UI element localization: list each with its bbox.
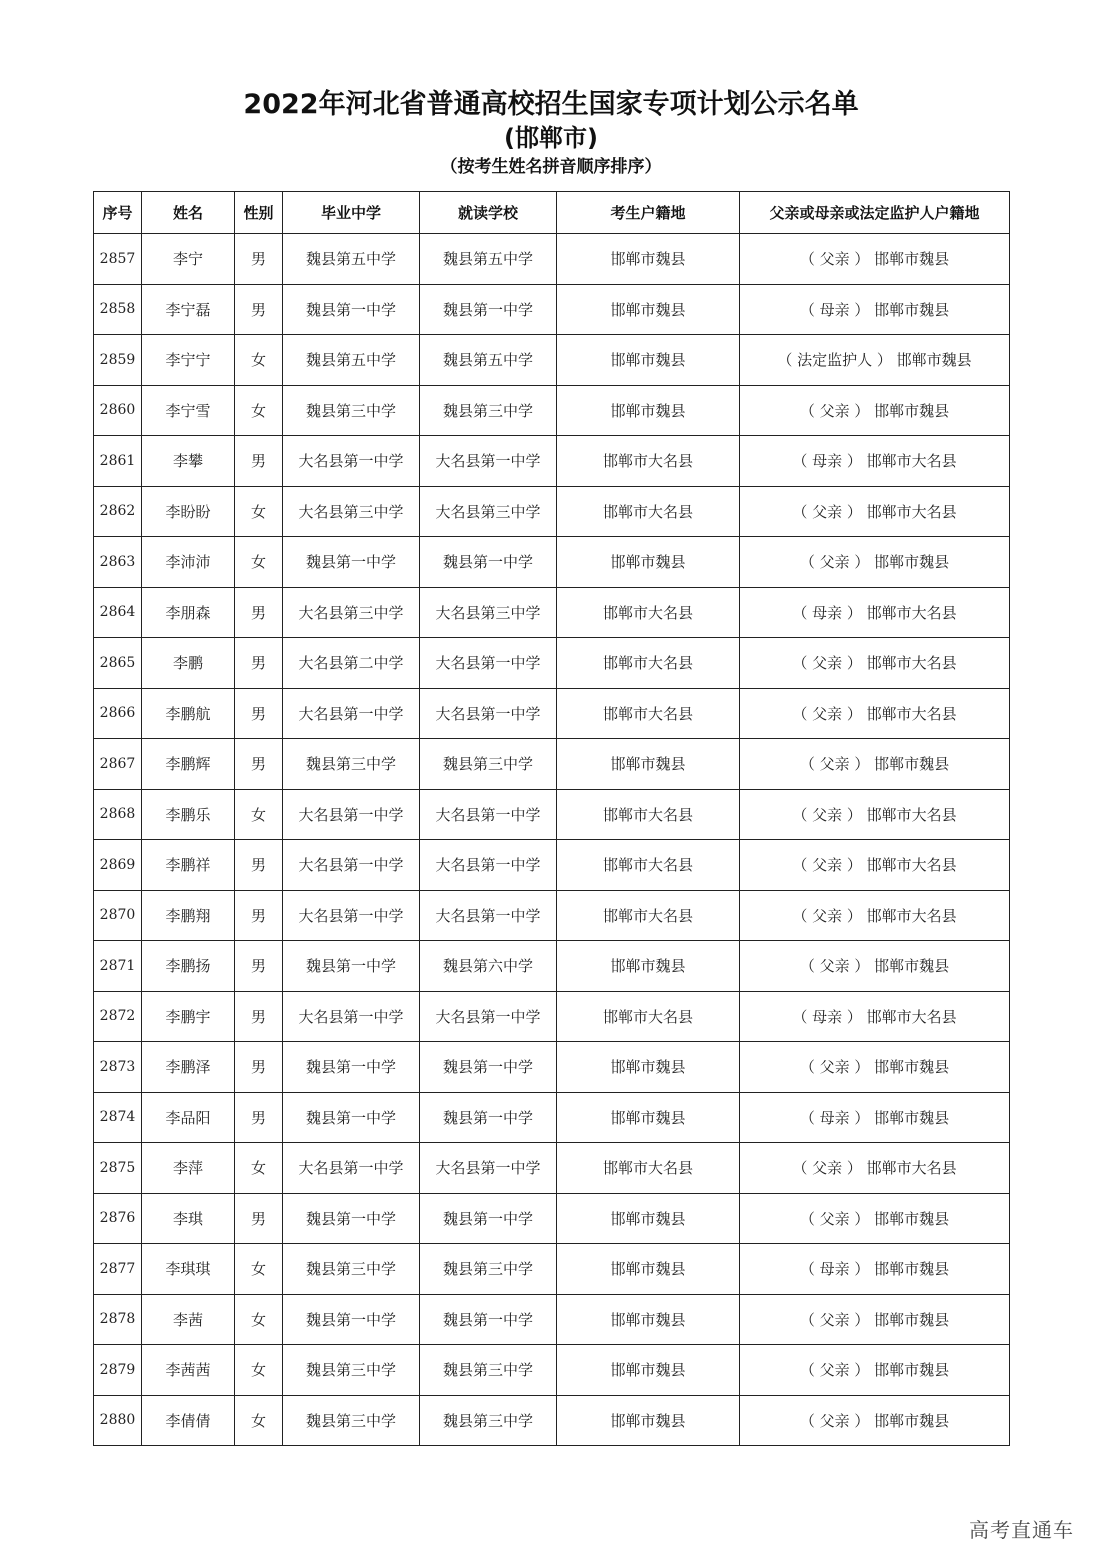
- table-row: [94, 335, 1010, 386]
- cell-serial: 2858: [94, 284, 142, 335]
- cell-name: 李鹏: [142, 638, 235, 689]
- cell-name: 李鹏翔: [142, 890, 235, 941]
- cell-current-school: 魏县第三中学: [420, 1345, 557, 1396]
- cell-gender: 男: [235, 941, 283, 992]
- cell-current-school: 魏县第一中学: [420, 537, 557, 588]
- cell-name: 李琪: [142, 1193, 235, 1244]
- table-row: [94, 385, 1010, 436]
- cell-guardian-residence: （ 父亲 ） 邯郸市魏县: [740, 941, 1010, 992]
- cell-graduation-school: 魏县第一中学: [283, 537, 420, 588]
- sort-note: （按考生姓名拼音顺序排序）: [440, 157, 662, 177]
- cell-gender: 男: [235, 1092, 283, 1143]
- cell-gender: 女: [235, 1395, 283, 1446]
- cell-gender: 女: [235, 385, 283, 436]
- cell-serial: 2872: [94, 991, 142, 1042]
- cell-name: 李鹏辉: [142, 739, 235, 790]
- table-row: [94, 890, 1010, 941]
- cell-name: 李沛沛: [142, 537, 235, 588]
- table-row: [94, 789, 1010, 840]
- cell-graduation-school: 魏县第五中学: [283, 335, 420, 386]
- cell-gender: 男: [235, 991, 283, 1042]
- cell-current-school: 魏县第三中学: [420, 739, 557, 790]
- cell-current-school: 大名县第三中学: [420, 587, 557, 638]
- cell-current-school: 魏县第三中学: [420, 1395, 557, 1446]
- table-row: [94, 991, 1010, 1042]
- cell-current-school: 大名县第一中学: [420, 1143, 557, 1194]
- document-title: 2022年河北省普通高校招生国家专项计划公示名单: [243, 89, 859, 120]
- cell-name: 李盼盼: [142, 486, 235, 537]
- cell-current-school: 大名县第一中学: [420, 840, 557, 891]
- cell-current-school: 魏县第一中学: [420, 1092, 557, 1143]
- table-row: [94, 587, 1010, 638]
- cell-gender: 男: [235, 840, 283, 891]
- cell-name: 李鹏祥: [142, 840, 235, 891]
- cell-serial: 2878: [94, 1294, 142, 1345]
- cell-graduation-school: 魏县第一中学: [283, 1193, 420, 1244]
- cell-graduation-school: 大名县第一中学: [283, 991, 420, 1042]
- cell-current-school: 大名县第一中学: [420, 890, 557, 941]
- table-row: [94, 486, 1010, 537]
- cell-student-residence: 邯郸市魏县: [557, 1345, 740, 1396]
- cell-name: 李宁宁: [142, 335, 235, 386]
- cell-gender: 男: [235, 1042, 283, 1093]
- cell-serial: 2870: [94, 890, 142, 941]
- cell-student-residence: 邯郸市大名县: [557, 890, 740, 941]
- table-row: [94, 1345, 1010, 1396]
- cell-graduation-school: 魏县第三中学: [283, 739, 420, 790]
- cell-graduation-school: 魏县第三中学: [283, 1345, 420, 1396]
- cell-gender: 男: [235, 284, 283, 335]
- cell-serial: 2866: [94, 688, 142, 739]
- cell-serial: 2860: [94, 385, 142, 436]
- document-subtitle: (邯郸市): [504, 124, 598, 152]
- cell-name: 李鹏泽: [142, 1042, 235, 1093]
- cell-graduation-school: 魏县第三中学: [283, 385, 420, 436]
- cell-student-residence: 邯郸市魏县: [557, 284, 740, 335]
- cell-graduation-school: 大名县第一中学: [283, 890, 420, 941]
- cell-gender: 男: [235, 688, 283, 739]
- cell-guardian-residence: （ 法定监护人 ） 邯郸市魏县: [740, 335, 1010, 386]
- cell-graduation-school: 魏县第五中学: [283, 234, 420, 285]
- cell-student-residence: 邯郸市魏县: [557, 234, 740, 285]
- cell-gender: 女: [235, 1244, 283, 1295]
- cell-current-school: 大名县第一中学: [420, 789, 557, 840]
- cell-gender: 男: [235, 587, 283, 638]
- cell-serial: 2865: [94, 638, 142, 689]
- cell-guardian-residence: （ 父亲 ） 邯郸市魏县: [740, 385, 1010, 436]
- table-row: [94, 1092, 1010, 1143]
- table-row: [94, 840, 1010, 891]
- cell-student-residence: 邯郸市大名县: [557, 1143, 740, 1194]
- cell-gender: 女: [235, 789, 283, 840]
- cell-graduation-school: 大名县第三中学: [283, 587, 420, 638]
- cell-guardian-residence: （ 父亲 ） 邯郸市魏县: [740, 1042, 1010, 1093]
- cell-current-school: 魏县第五中学: [420, 234, 557, 285]
- table-row: [94, 1143, 1010, 1194]
- cell-serial: 2875: [94, 1143, 142, 1194]
- table-row: [94, 941, 1010, 992]
- cell-current-school: 魏县第六中学: [420, 941, 557, 992]
- cell-graduation-school: 大名县第三中学: [283, 486, 420, 537]
- cell-student-residence: 邯郸市魏县: [557, 739, 740, 790]
- cell-gender: 女: [235, 1345, 283, 1396]
- header-name: 姓名: [142, 192, 235, 234]
- cell-current-school: 大名县第三中学: [420, 486, 557, 537]
- cell-guardian-residence: （ 父亲 ） 邯郸市大名县: [740, 840, 1010, 891]
- table-row: [94, 1395, 1010, 1446]
- cell-graduation-school: 大名县第一中学: [283, 840, 420, 891]
- cell-serial: 2861: [94, 436, 142, 487]
- cell-student-residence: 邯郸市魏县: [557, 1395, 740, 1446]
- cell-current-school: 大名县第一中学: [420, 991, 557, 1042]
- table-row: [94, 436, 1010, 487]
- cell-guardian-residence: （ 父亲 ） 邯郸市魏县: [740, 537, 1010, 588]
- table-row: [94, 739, 1010, 790]
- cell-serial: 2877: [94, 1244, 142, 1295]
- cell-current-school: 魏县第一中学: [420, 1193, 557, 1244]
- cell-student-residence: 邯郸市魏县: [557, 941, 740, 992]
- cell-graduation-school: 魏县第一中学: [283, 941, 420, 992]
- cell-student-residence: 邯郸市大名县: [557, 587, 740, 638]
- cell-name: 李琪琪: [142, 1244, 235, 1295]
- cell-guardian-residence: （ 母亲 ） 邯郸市魏县: [740, 284, 1010, 335]
- cell-name: 李鹏航: [142, 688, 235, 739]
- watermark: 高考直通车: [969, 1518, 1074, 1542]
- cell-name: 李攀: [142, 436, 235, 487]
- header-current-school: 就读学校: [420, 192, 557, 234]
- cell-serial: 2864: [94, 587, 142, 638]
- cell-graduation-school: 魏县第三中学: [283, 1395, 420, 1446]
- cell-serial: 2862: [94, 486, 142, 537]
- cell-gender: 女: [235, 537, 283, 588]
- table-row: [94, 638, 1010, 689]
- cell-graduation-school: 大名县第二中学: [283, 638, 420, 689]
- cell-gender: 男: [235, 638, 283, 689]
- table-body: [94, 234, 1010, 1446]
- cell-serial: 2874: [94, 1092, 142, 1143]
- cell-guardian-residence: （ 父亲 ） 邯郸市大名县: [740, 1143, 1010, 1194]
- table-row: [94, 1042, 1010, 1093]
- header-guardian-residence: 父亲或母亲或法定监护人户籍地: [740, 192, 1010, 234]
- cell-guardian-residence: （ 父亲 ） 邯郸市魏县: [740, 1395, 1010, 1446]
- cell-graduation-school: 魏县第三中学: [283, 1244, 420, 1295]
- cell-guardian-residence: （ 父亲 ） 邯郸市魏县: [740, 739, 1010, 790]
- cell-student-residence: 邯郸市魏县: [557, 1042, 740, 1093]
- cell-guardian-residence: （ 父亲 ） 邯郸市大名县: [740, 638, 1010, 689]
- cell-gender: 男: [235, 1193, 283, 1244]
- cell-guardian-residence: （ 父亲 ） 邯郸市大名县: [740, 789, 1010, 840]
- cell-name: 李朋森: [142, 587, 235, 638]
- cell-gender: 男: [235, 436, 283, 487]
- cell-student-residence: 邯郸市魏县: [557, 1244, 740, 1295]
- cell-graduation-school: 魏县第一中学: [283, 1042, 420, 1093]
- header-row: [94, 192, 1010, 234]
- cell-guardian-residence: （ 父亲 ） 邯郸市大名县: [740, 890, 1010, 941]
- cell-current-school: 魏县第一中学: [420, 1294, 557, 1345]
- cell-graduation-school: 大名县第一中学: [283, 688, 420, 739]
- cell-serial: 2863: [94, 537, 142, 588]
- cell-student-residence: 邯郸市魏县: [557, 385, 740, 436]
- cell-current-school: 大名县第一中学: [420, 638, 557, 689]
- cell-guardian-residence: （ 父亲 ） 邯郸市魏县: [740, 1294, 1010, 1345]
- cell-student-residence: 邯郸市魏县: [557, 537, 740, 588]
- cell-student-residence: 邯郸市魏县: [557, 1193, 740, 1244]
- table-row: [94, 688, 1010, 739]
- cell-name: 李宁雪: [142, 385, 235, 436]
- cell-guardian-residence: （ 父亲 ） 邯郸市魏县: [740, 1345, 1010, 1396]
- cell-gender: 女: [235, 1294, 283, 1345]
- cell-serial: 2873: [94, 1042, 142, 1093]
- cell-student-residence: 邯郸市大名县: [557, 436, 740, 487]
- cell-current-school: 魏县第一中学: [420, 284, 557, 335]
- cell-student-residence: 邯郸市魏县: [557, 335, 740, 386]
- cell-guardian-residence: （ 母亲 ） 邯郸市魏县: [740, 1092, 1010, 1143]
- cell-guardian-residence: （ 父亲 ） 邯郸市大名县: [740, 688, 1010, 739]
- cell-guardian-residence: （ 父亲 ） 邯郸市大名县: [740, 486, 1010, 537]
- table-row: [94, 1244, 1010, 1295]
- table-header: [94, 192, 1010, 234]
- cell-student-residence: 邯郸市大名县: [557, 638, 740, 689]
- cell-current-school: 魏县第五中学: [420, 335, 557, 386]
- cell-graduation-school: 魏县第一中学: [283, 1092, 420, 1143]
- cell-name: 李萍: [142, 1143, 235, 1194]
- cell-graduation-school: 魏县第一中学: [283, 284, 420, 335]
- cell-serial: 2867: [94, 739, 142, 790]
- cell-gender: 男: [235, 739, 283, 790]
- cell-current-school: 魏县第三中学: [420, 385, 557, 436]
- cell-name: 李茜: [142, 1294, 235, 1345]
- cell-guardian-residence: （ 母亲 ） 邯郸市大名县: [740, 436, 1010, 487]
- cell-student-residence: 邯郸市魏县: [557, 1294, 740, 1345]
- cell-student-residence: 邯郸市魏县: [557, 1092, 740, 1143]
- cell-name: 李鹏扬: [142, 941, 235, 992]
- cell-serial: 2868: [94, 789, 142, 840]
- table-row: [94, 1193, 1010, 1244]
- cell-name: 李品阳: [142, 1092, 235, 1143]
- table-row: [94, 1294, 1010, 1345]
- cell-gender: 女: [235, 486, 283, 537]
- cell-guardian-residence: （ 母亲 ） 邯郸市大名县: [740, 991, 1010, 1042]
- cell-name: 李宁: [142, 234, 235, 285]
- cell-current-school: 大名县第一中学: [420, 436, 557, 487]
- cell-graduation-school: 大名县第一中学: [283, 1143, 420, 1194]
- cell-name: 李宁磊: [142, 284, 235, 335]
- cell-serial: 2871: [94, 941, 142, 992]
- cell-guardian-residence: （ 母亲 ） 邯郸市魏县: [740, 1244, 1010, 1295]
- cell-student-residence: 邯郸市大名县: [557, 789, 740, 840]
- cell-gender: 男: [235, 234, 283, 285]
- cell-name: 李鹏乐: [142, 789, 235, 840]
- cell-serial: 2880: [94, 1395, 142, 1446]
- cell-graduation-school: 魏县第一中学: [283, 1294, 420, 1345]
- roster-table: [93, 191, 1010, 1446]
- cell-current-school: 魏县第三中学: [420, 1244, 557, 1295]
- cell-serial: 2859: [94, 335, 142, 386]
- table-row: [94, 234, 1010, 285]
- header-graduation-school: 毕业中学: [283, 192, 420, 234]
- cell-graduation-school: 大名县第一中学: [283, 789, 420, 840]
- cell-student-residence: 邯郸市大名县: [557, 486, 740, 537]
- cell-serial: 2879: [94, 1345, 142, 1396]
- cell-serial: 2857: [94, 234, 142, 285]
- cell-serial: 2869: [94, 840, 142, 891]
- cell-current-school: 大名县第一中学: [420, 688, 557, 739]
- cell-name: 李倩倩: [142, 1395, 235, 1446]
- cell-gender: 男: [235, 890, 283, 941]
- cell-guardian-residence: （ 母亲 ） 邯郸市大名县: [740, 587, 1010, 638]
- cell-guardian-residence: （ 父亲 ） 邯郸市魏县: [740, 234, 1010, 285]
- cell-current-school: 魏县第一中学: [420, 1042, 557, 1093]
- table-row: [94, 537, 1010, 588]
- cell-student-residence: 邯郸市大名县: [557, 840, 740, 891]
- header-serial: 序号: [94, 192, 142, 234]
- cell-guardian-residence: （ 父亲 ） 邯郸市魏县: [740, 1193, 1010, 1244]
- cell-student-residence: 邯郸市大名县: [557, 688, 740, 739]
- table-row: [94, 284, 1010, 335]
- cell-name: 李茜茜: [142, 1345, 235, 1396]
- cell-gender: 女: [235, 1143, 283, 1194]
- header-gender: 性别: [235, 192, 283, 234]
- cell-graduation-school: 大名县第一中学: [283, 436, 420, 487]
- cell-gender: 女: [235, 335, 283, 386]
- cell-serial: 2876: [94, 1193, 142, 1244]
- cell-student-residence: 邯郸市大名县: [557, 991, 740, 1042]
- cell-name: 李鹏宇: [142, 991, 235, 1042]
- header-student-residence: 考生户籍地: [557, 192, 740, 234]
